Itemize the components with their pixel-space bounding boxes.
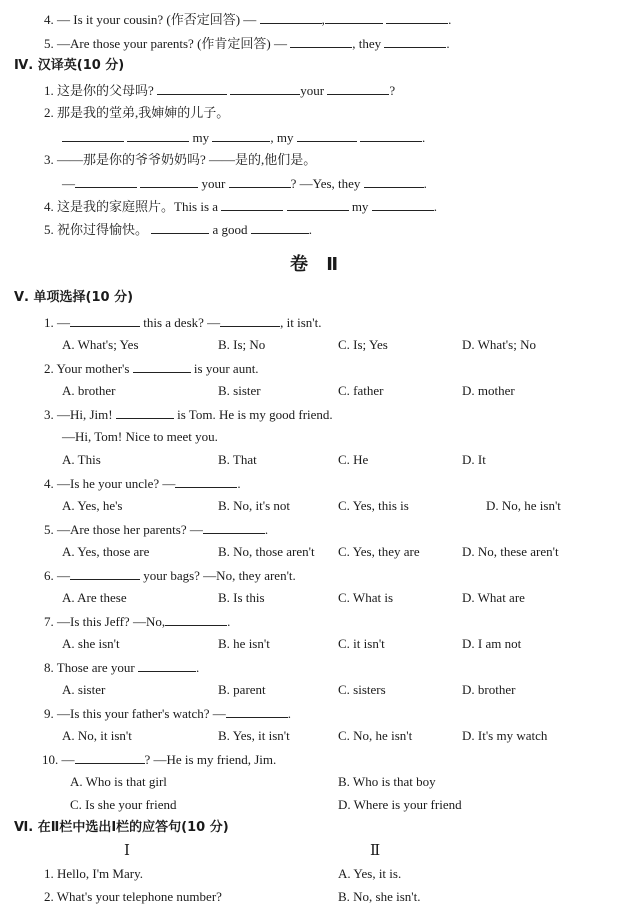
question-line xyxy=(44,11,451,28)
option-b[interactable]: B. parent xyxy=(218,682,266,697)
question-text: your bags? —No, they aren't. xyxy=(143,568,296,583)
question-text: —Are those your parents? (作肯定回答) — xyxy=(57,36,287,51)
question-line xyxy=(44,521,268,538)
question-text: 这是我的家庭照片。This is a xyxy=(57,199,219,214)
question-line xyxy=(42,751,276,768)
answer-blank[interactable] xyxy=(251,221,309,234)
question-number: 7. xyxy=(44,614,54,629)
question-line xyxy=(44,314,322,331)
question-line xyxy=(44,35,450,52)
question-text: — xyxy=(61,752,75,767)
punct: — xyxy=(62,176,75,191)
punct: . xyxy=(446,36,450,51)
question-text: my xyxy=(351,199,369,214)
question-line xyxy=(44,105,229,121)
question-line xyxy=(44,659,199,676)
question-line xyxy=(44,705,291,722)
question-number: 5. xyxy=(44,36,54,51)
question-number: 4. xyxy=(44,199,54,214)
answer-line xyxy=(62,175,427,192)
question-text: —Is he your uncle? — xyxy=(57,476,176,491)
question-line xyxy=(44,221,312,238)
question-number: 3. xyxy=(44,407,54,422)
option-c[interactable]: C. Yes, this is xyxy=(338,498,409,513)
question-text: ? —Yes, they xyxy=(290,176,361,191)
answer-blank[interactable] xyxy=(364,175,424,188)
question-line xyxy=(44,475,241,492)
question-text: — Is it your cousin? (作否定回答) — xyxy=(57,12,257,27)
answer-blank[interactable] xyxy=(287,198,349,211)
option-d[interactable]: D. mother xyxy=(462,383,515,398)
option-c[interactable]: C. it isn't xyxy=(338,636,385,651)
question-number: 5. xyxy=(44,222,54,237)
answer-blank[interactable] xyxy=(157,82,227,95)
question-line xyxy=(44,567,296,584)
question-text: — xyxy=(57,568,70,583)
option-a[interactable]: A. This xyxy=(62,452,101,467)
match-right-item: A. Yes, it is. xyxy=(338,866,402,881)
option-b[interactable]: B. Yes, it isn't xyxy=(218,728,290,743)
answer-blank[interactable] xyxy=(212,129,270,142)
option-b[interactable]: B. No, those aren't xyxy=(218,544,315,559)
answer-blank[interactable] xyxy=(226,705,288,718)
answer-blank[interactable] xyxy=(384,35,446,48)
option-b[interactable]: B. he isn't xyxy=(218,636,270,651)
question-text: 那是我的堂弟,我婶婶的儿子。 xyxy=(57,105,230,120)
answer-blank[interactable] xyxy=(75,751,145,764)
answer-blank[interactable] xyxy=(70,314,140,327)
question-text: 这是你的父母吗? xyxy=(57,83,154,98)
section-heading: Ⅴ. 单项选择(10 分) xyxy=(14,290,134,305)
question-number: 2. xyxy=(44,361,54,376)
option-c[interactable]: C. Is; Yes xyxy=(338,337,388,352)
option-a[interactable]: A. What's; Yes xyxy=(62,337,139,352)
punct: . xyxy=(287,706,292,721)
question-number: 4. xyxy=(44,476,54,491)
question-text: this a desk? — xyxy=(143,315,221,330)
question-line xyxy=(44,152,316,168)
match-left-item: 1. Hello, I'm Mary. xyxy=(44,866,143,881)
option-b[interactable]: B. Who is that boy xyxy=(338,774,436,789)
option-a[interactable]: A. Who is that girl xyxy=(70,774,167,789)
punct: . xyxy=(227,614,231,629)
question-text: —Are those her parents? — xyxy=(57,522,203,537)
option-d[interactable]: D. I am not xyxy=(462,636,522,651)
answer-blank[interactable] xyxy=(127,129,189,142)
answer-blank[interactable] xyxy=(327,82,389,95)
question-line xyxy=(44,406,333,423)
punct: . xyxy=(264,522,269,537)
question-text: —Is this Jeff? —No, xyxy=(57,614,166,629)
option-b[interactable]: B. sister xyxy=(218,383,261,398)
answer-blank[interactable] xyxy=(62,129,124,142)
question-text: your xyxy=(300,83,325,98)
question-number: 1. xyxy=(44,315,54,330)
punct: . xyxy=(195,660,200,675)
option-b[interactable]: B. Is; No xyxy=(218,337,266,352)
question-line xyxy=(44,82,395,99)
option-a[interactable]: A. No, it isn't xyxy=(62,728,132,743)
answer-blank[interactable] xyxy=(260,11,322,24)
question-text: is Tom. He is my good friend. xyxy=(177,407,333,422)
question-text: ? —He is my friend, Jim. xyxy=(144,752,277,767)
option-d[interactable]: D. No, these aren't xyxy=(462,544,559,559)
answer-blank[interactable] xyxy=(290,35,352,48)
question-text: , my xyxy=(270,130,294,145)
question-text: —Hi, Tom! Nice to meet you. xyxy=(62,429,218,444)
answer-blank[interactable] xyxy=(386,11,448,24)
answer-blank[interactable] xyxy=(165,613,227,626)
option-b[interactable]: B. No, it's not xyxy=(218,498,291,513)
answer-blank[interactable] xyxy=(372,198,434,211)
option-c[interactable]: C. Yes, they are xyxy=(338,544,420,559)
answer-blank[interactable] xyxy=(203,521,265,534)
option-d[interactable]: D. Where is your friend xyxy=(338,797,462,812)
option-d[interactable]: D. It xyxy=(462,452,486,467)
question-text: ——那是你的爷爷奶奶吗? ——是的,他们是。 xyxy=(57,152,317,167)
question-text: Those are your xyxy=(56,660,135,675)
option-a[interactable]: A. Yes, those are xyxy=(62,544,150,559)
option-a[interactable]: A. Are these xyxy=(62,590,127,605)
answer-blank[interactable] xyxy=(140,175,198,188)
option-a[interactable]: A. sister xyxy=(62,682,106,697)
question-text: , they xyxy=(352,36,382,51)
option-c[interactable]: C. sisters xyxy=(338,682,386,697)
punct: . xyxy=(423,176,427,191)
answer-blank[interactable] xyxy=(325,11,383,24)
answer-blank[interactable] xyxy=(230,82,300,95)
question-number: 2. xyxy=(44,105,54,120)
question-text: —Hi, Jim! xyxy=(57,407,113,422)
column-heading-i: Ⅰ xyxy=(124,843,130,859)
column-heading-ii: Ⅱ xyxy=(370,843,381,859)
question-text: , it isn't. xyxy=(280,315,322,330)
question-number: 6. xyxy=(44,568,54,583)
option-c[interactable]: C. Is she your friend xyxy=(70,797,177,812)
answer-blank[interactable] xyxy=(75,175,137,188)
match-right-item: B. No, she isn't. xyxy=(338,889,421,904)
question-number: 3. xyxy=(44,152,54,167)
option-d[interactable]: D. What's; No xyxy=(462,337,536,352)
option-d[interactable]: D. brother xyxy=(462,682,516,697)
section-heading: Ⅵ. 在Ⅱ栏中选出Ⅰ栏的应答句(10 分) xyxy=(14,820,229,835)
question-number: 1. xyxy=(44,83,54,98)
answer-blank[interactable] xyxy=(229,175,291,188)
answer-blank[interactable] xyxy=(138,659,196,672)
question-line xyxy=(44,198,437,215)
punct: . xyxy=(422,130,426,145)
question-line xyxy=(44,360,259,377)
option-c[interactable]: C. father xyxy=(338,383,384,398)
question-text: is your aunt. xyxy=(193,361,259,376)
answer-line xyxy=(62,129,425,146)
answer-blank[interactable] xyxy=(175,475,237,488)
match-left-item: 2. What's your telephone number? xyxy=(44,889,222,904)
punct: ? xyxy=(389,83,396,98)
question-number: 8. xyxy=(44,660,54,675)
question-number: 5. xyxy=(44,522,54,537)
option-a[interactable]: A. she isn't xyxy=(62,636,120,651)
question-line xyxy=(44,613,230,630)
option-c[interactable]: C. No, he isn't xyxy=(338,728,413,743)
punct: . xyxy=(433,199,437,214)
question-text: a good xyxy=(212,222,248,237)
paper-title: 卷 Ⅱ xyxy=(290,254,345,275)
question-text: my xyxy=(192,130,210,145)
question-number: 9. xyxy=(44,706,54,721)
option-c[interactable]: C. He xyxy=(338,452,369,467)
option-d[interactable]: D. What are xyxy=(462,590,525,605)
option-d[interactable]: D. No, he isn't xyxy=(486,498,561,513)
option-d[interactable]: D. It's my watch xyxy=(462,728,548,743)
question-text: your xyxy=(201,176,226,191)
answer-blank[interactable] xyxy=(133,360,191,373)
option-a[interactable]: A. Yes, he's xyxy=(62,498,123,513)
punct: . xyxy=(237,476,241,491)
answer-blank[interactable] xyxy=(151,221,209,234)
question-text: 祝你过得愉快。 xyxy=(57,222,149,237)
option-a[interactable]: A. brother xyxy=(62,383,116,398)
answer-blank[interactable] xyxy=(220,314,280,327)
option-c[interactable]: C. What is xyxy=(338,590,394,605)
question-text: —Is this your father's watch? — xyxy=(57,706,226,721)
question-text: Your mother's xyxy=(56,361,130,376)
answer-blank[interactable] xyxy=(221,198,283,211)
punct: . xyxy=(448,12,452,27)
question-number: 4. xyxy=(44,12,54,27)
question-text: — xyxy=(57,315,70,330)
section-heading: Ⅳ. 汉译英(10 分) xyxy=(14,58,125,73)
answer-blank[interactable] xyxy=(70,567,140,580)
answer-blank[interactable] xyxy=(360,129,422,142)
answer-blank[interactable] xyxy=(297,129,357,142)
punct: . xyxy=(308,222,313,237)
option-b[interactable]: B. Is this xyxy=(218,590,265,605)
answer-blank[interactable] xyxy=(116,406,174,419)
question-number: 10. xyxy=(42,752,59,767)
punct: , xyxy=(321,12,325,27)
option-b[interactable]: B. That xyxy=(218,452,257,467)
